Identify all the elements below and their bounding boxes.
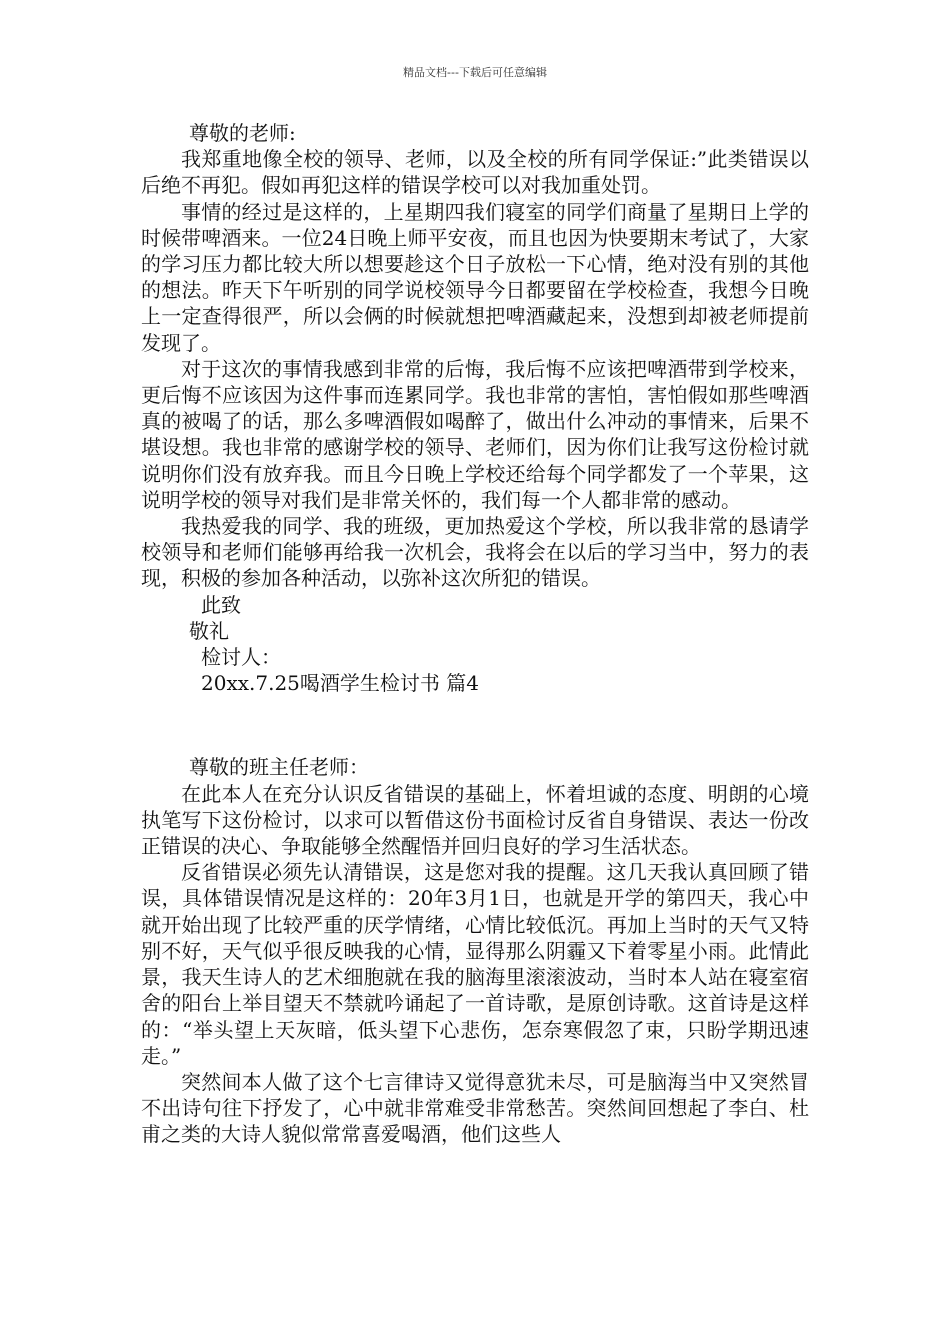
page-header: 精品文档---下载后可任意编辑: [403, 66, 547, 79]
paragraph: 在此本人在充分认识反省错误的基础上，怀着坦诚的态度、明朗的心境执笔写下这份检讨，以求可以暂借这份书面检讨反省自身错误、表达一份改正错误的决心、争取能够全然醒悟并回归良好的学习生活状态。: [141, 781, 809, 859]
paragraph: 对于这次的事情我感到非常的后悔，我后悔不应该把啤酒带到学校来，更后悔不应该因为这件事而连累同学。我也非常的害怕，害怕假如那些啤酒真的被喝了的话，那么多啤酒假如喝醉了，做出什么冲动的事情来，后果不堪设想。我也非常的感谢学校的领导、老师们，因为你们让我写这份检讨就说明你们没有放弃我。而且今日晚上学校还给每个同学都发了一个苹果，这说明学校的领导对我们是非常关怀的，我们每一个人都非常的感动。: [141, 356, 809, 512]
closing-cizhi: 此致: [201, 592, 241, 617]
signature-label: 检讨人：: [201, 645, 281, 670]
section-gap: [141, 696, 809, 754]
salutation-2: 尊敬的班主任老师：: [189, 755, 369, 780]
salutation-1: 尊敬的老师:: [189, 121, 296, 145]
document-body: [141, 120, 809, 1148]
closing-jingli: 敬礼: [189, 618, 229, 643]
paragraph: 我郑重地像全校的领导、老师，以及全校的所有同学保证:”此类错误以后绝不再犯。假如再犯这样的错误学校可以对我加重处罚。: [141, 147, 809, 198]
paragraph: 事情的经过是这样的，上星期四我们寝室的同学们商量了星期日上学的时候带啤酒来。一位24日晚上师平安夜，而且也因为快要期末考试了，大家的学习压力都比较大所以想要趁这个日子放松一下心情，绝对没有别的其他的想法。昨天下午听别的同学说校领导今日都要留在学校检查，我想今日晚上一定查得很严，所以会俩的时候就想把啤酒藏起来，没想到却被老师提前发现了。: [141, 199, 809, 355]
paragraph: 我热爱我的同学、我的班级，更加热爱这个学校，所以我非常的恳请学校领导和老师们能够再给我一次机会，我将会在以后的学习当中，努力的表现，积极的参加各种活动，以弥补这次所犯的错误。: [141, 514, 809, 591]
paragraph: 突然间本人做了这个七言律诗又觉得意犹未尽，可是脑海当中又突然冒不出诗句往下抒发了，心中就非常难受非常愁苦。突然间回想起了李白、杜甫之类的大诗人貌似常常喜爱喝酒，他们这些人: [141, 1069, 809, 1147]
paragraph: 反省错误必须先认清错误，这是您对我的提醒。这几天我认真回顾了错误，具体错误情况是这样的：20年3月1日，也就是开学的第四天，我心中就开始出现了比较严重的厌学情绪，心情比较低沉。再加上当时的天气又特别不好，天气似乎很反映我的心情，显得那么阴霾又下着零星小雨。此情此景，我天生诗人的艺术细胞就在我的脑海里滚滚波动，当时本人站在寝室宿舍的阳台上举目望天不禁就吟诵起了一首诗歌，是原创诗歌。这首诗是这样的：“举头望上天灰暗，低头望下心悲伤，怎奈寒假忽了束，只盼学期迅速走。”: [141, 860, 809, 1068]
date-and-section-title: 20xx.7.25喝酒学生检讨书 篇4: [201, 671, 479, 696]
